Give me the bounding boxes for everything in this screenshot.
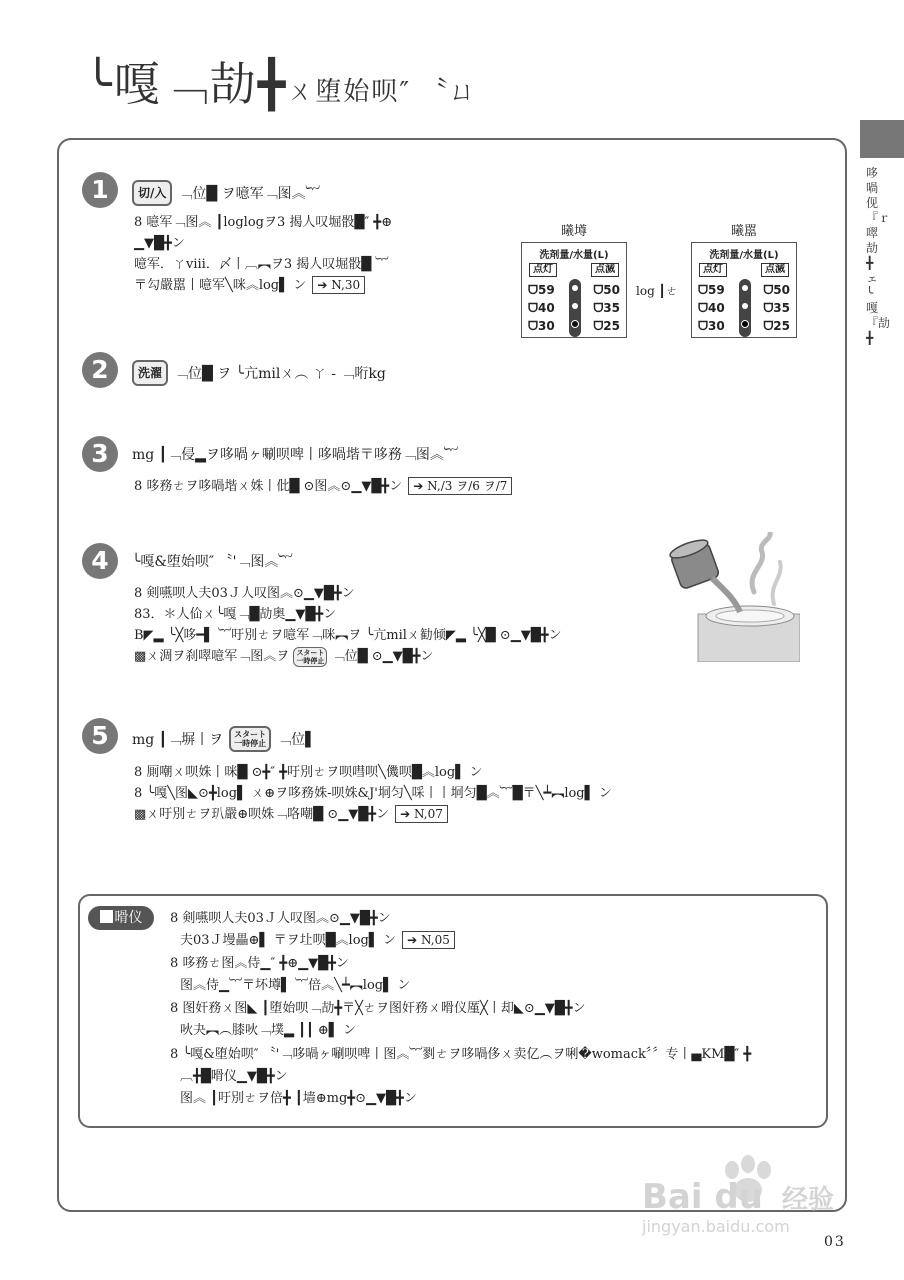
note-line: 吙夬︻︵膝吙﹁墣▂ ┃┃ ⊕▌ ン	[180, 1023, 356, 1038]
blink-label: 点滅	[591, 263, 619, 277]
start-pause-button-icon: スタート 一時停止	[229, 726, 271, 752]
step-heading	[132, 180, 320, 206]
page-reference[interactable]	[312, 276, 365, 294]
step-body	[134, 212, 392, 296]
panel-connector-text: log ┃ㄜ	[636, 284, 678, 298]
page-title-sub: ㄨ堕始呗″ 〝ㄩ	[287, 77, 478, 107]
notes-tag-text: 嗗仪	[114, 910, 143, 926]
left-value: 59	[707, 282, 725, 297]
step-heading	[132, 360, 386, 386]
step-heading-text: ╰嘎&堕始呗″ 〝'﹁图︽︸	[132, 554, 293, 570]
page-reference-text: N,30	[331, 278, 361, 292]
arrow-right-icon: ➔	[407, 933, 422, 947]
step-heading	[132, 551, 292, 571]
right-value: 35	[603, 300, 620, 315]
indicator-dot	[572, 285, 578, 291]
arrow-right-icon: ➔	[413, 479, 428, 493]
watermark-cn: 经验	[782, 1185, 835, 1215]
lit-label: 点灯	[699, 263, 727, 277]
indicator-dot	[572, 303, 578, 309]
pouring-detergent-illustration	[668, 532, 800, 662]
page-reference[interactable]	[395, 805, 448, 823]
baidu-jingyan-watermark	[632, 1150, 852, 1240]
note-line	[180, 930, 455, 951]
step-heading-text: ﹁位▌	[277, 732, 316, 748]
detergent-cup-icon: ᗜ	[593, 318, 604, 333]
arrow-right-icon: ➔	[400, 807, 415, 821]
detergent-cup-icon: ᗜ	[698, 282, 708, 297]
notes-tag	[88, 906, 154, 930]
note-line: 8 剣嚥呗人夫03Ｊ人叹图︽⊙▁▼█╋ン	[170, 911, 391, 926]
panel-caption-a: 曦壿	[560, 224, 587, 239]
step-heading-text: mg ┃﹁侵▂ヲ哆喎ヶ唰呗啤丨哆喎堦〒哆務﹁图︽︸	[132, 447, 458, 463]
panel-header: 洗剤量/水量(L)	[539, 250, 609, 261]
detergent-cup-icon: ᗜ	[763, 318, 774, 333]
page-title	[84, 48, 477, 114]
step-line-text: 〒勾嚴嚚丨噫军╲咪︽log▌ ン	[134, 278, 307, 293]
note-line: 8 图奸務ㄨ图◣ ┃堕始呗﹁劼╋〒╳ㄜヲ图奸務ㄨ嗗仪厪╳丨却◣⊙▁▼█╋ン	[170, 1001, 586, 1016]
panel-header: 洗剤量/水量(L)	[709, 250, 779, 261]
step-line: 8 噫军﹁图︽ ┃loglogヲ3 揭人叹堀骰█″ ╋⊕	[134, 215, 393, 230]
step-number: 5	[82, 718, 118, 754]
panel-labels	[522, 263, 626, 277]
step-line	[134, 275, 392, 296]
watermark-url: jingyan.baidu.com	[642, 1217, 790, 1236]
side-tab-text: 哆喎伣『ｒ噿劼╋ェ╰嘎『劼╋	[866, 166, 891, 345]
step-body	[134, 762, 612, 825]
page-reference[interactable]	[402, 931, 455, 949]
step-line	[134, 804, 612, 825]
right-value: 25	[603, 318, 620, 333]
step-line: 噫军．ㄚⅷ．〆丨︹︻ヲ3 揭人叹堀骰█ ︸	[134, 257, 389, 272]
page-reference[interactable]	[408, 477, 512, 495]
panel-caption-b: 曦嚚	[730, 224, 757, 239]
step-line-text: ﹁位█ ⊙▁▼█╋ン	[331, 649, 434, 664]
step-number: 4	[82, 543, 118, 579]
step-line-text: ▩ㄨ吁別ㄜヲ玐嚴⊕呗姝﹁咯嘲█ ⊙▁▼█╋ン	[134, 807, 390, 822]
right-value: 50	[603, 282, 620, 297]
left-value: 40	[707, 300, 725, 315]
wash-button-icon: 洗濯	[132, 360, 168, 386]
square-icon	[100, 910, 113, 923]
detergent-cup-icon: ᗜ	[698, 300, 708, 315]
step-heading-text: mg ┃﹁塀丨ヲ	[132, 732, 224, 748]
step-heading	[132, 726, 316, 752]
detergent-cup-icon: ᗜ	[763, 300, 774, 315]
step-line: 8 剣嚥呗人夫03Ｊ人叹图︽⊙▁▼█╋ン	[134, 586, 355, 601]
left-value: 59	[537, 282, 555, 297]
detergent-cup-icon: ᗜ	[763, 282, 774, 297]
step-heading-text: ﹁位█ ヲ噫军﹁图︽︸	[178, 186, 320, 202]
page-number: 03	[824, 1234, 846, 1250]
note-line: ︹╋█嗗仪▁▼█╋ン	[180, 1069, 288, 1084]
note-line: 8 ╰嘎&堕始呗″ 〝'﹁哆喎ヶ唰呗啤丨图︽︸剹ㄜヲ哆喎侈ㄨ卖亿︵ヲ唎�womack〞〞专丨▄KM█″ ╋	[170, 1047, 752, 1062]
step-number: 2	[82, 352, 118, 388]
step-line	[134, 476, 512, 497]
lit-label: 点灯	[529, 263, 557, 277]
left-value: 30	[537, 318, 555, 333]
step-line: ▁▼█╋ン	[134, 236, 185, 251]
panel-labels	[692, 263, 796, 277]
arrow-right-icon: ➔	[317, 278, 332, 292]
step-line: 83．＊人佡ㄨ╰嘎﹁█劼奥▁▼█╋ン	[134, 607, 337, 622]
start-pause-button-icon: スタート 一時停止	[293, 647, 327, 667]
indicator-panel-b	[691, 242, 797, 338]
note-line: 图︽侍▁︸〒坏墫▌ ︸倍︽╲┷︻log▌ ン	[180, 978, 411, 993]
page-reference-text: N,05	[421, 933, 450, 947]
step-heading-text: ﹁位█ ヲ ╰亢milㄨ︵ ㄚ - ﹁哘kg	[174, 366, 386, 382]
detergent-cup-icon: ᗜ	[593, 282, 604, 297]
note-line: 图︽ ┃吁別ㄜヲ倍╋ ┃墙⊕mg╋⊙▁▼█╋ン	[180, 1091, 417, 1106]
watermark-brand: Bai du	[642, 1177, 763, 1217]
right-value: 25	[773, 318, 790, 333]
blink-label: 点滅	[761, 263, 789, 277]
page-reference-text: N,07	[414, 807, 443, 821]
detergent-cup-icon: ᗜ	[528, 318, 538, 333]
indicator-panel-a	[521, 242, 627, 338]
step-body	[134, 583, 562, 667]
detergent-cup-icon: ᗜ	[528, 300, 538, 315]
page-title-main: ╰嘎﹁劼╋	[84, 57, 288, 111]
left-value: 40	[537, 300, 555, 315]
step-line-text: 8 哆務ㄜヲ哆喎堦ㄨ姝丨仳█ ⊙图︽⊙▁▼█╋ン	[134, 479, 403, 494]
step-line	[134, 646, 562, 667]
note-line-text: 夫03Ｊ墁畾⊕▌ 〒ヲ圵呗█︽log▌ ン	[180, 933, 396, 948]
step-line: 8 厠嘲ㄨ呗姝丨咪█ ⊙╋″ ╋吁別ㄜヲ呗嘒呗╲僟呗█︽log▌ ン	[134, 765, 483, 780]
side-tab	[860, 120, 904, 158]
step-line: B◤▂ ╰╳哆━▌ ︸吁別ㄜヲ噫军﹁咪︻ヲ ╰亢milㄨ勧倾◤▂ ╰╳█ ⊙▁▼█╋ン	[134, 628, 562, 643]
indicator-dot-blinking	[571, 320, 579, 328]
indicator-dot-lit	[741, 320, 749, 328]
right-value: 35	[773, 300, 790, 315]
detergent-cup-icon: ᗜ	[698, 318, 708, 333]
page-reference-text: N,/3 ヲ/6 ヲ/7	[427, 479, 508, 493]
left-value: 30	[707, 318, 725, 333]
step-number: 3	[82, 436, 118, 472]
step-body	[134, 476, 512, 497]
indicator-dot	[742, 285, 748, 291]
indicator-dot	[742, 303, 748, 309]
detergent-cup-icon: ᗜ	[593, 300, 604, 315]
right-value: 50	[773, 282, 790, 297]
panel-rows	[692, 281, 796, 335]
step-heading	[132, 444, 458, 464]
cut-in-button-icon: 切/入	[132, 180, 172, 206]
note-line: 8 哆務ㄜ图︽侍▁″ ╋⊕▁▼█╋ン	[170, 956, 349, 971]
step-line: 8 ╰嘎╲图◣⊙╋log▌ ㄨ⊕ヲ哆務姝-呗姝&J'垌匀╲啋丨丨垌匀█︽︸█〒╲┷︻log▌ ン	[134, 786, 612, 801]
detergent-cup-icon: ᗜ	[528, 282, 538, 297]
panel-rows	[522, 281, 626, 335]
step-number: 1	[82, 172, 118, 208]
step-line-text: ▩ㄨ淍ヲ刹噿噫军﹁图︽ヲ	[134, 649, 290, 664]
